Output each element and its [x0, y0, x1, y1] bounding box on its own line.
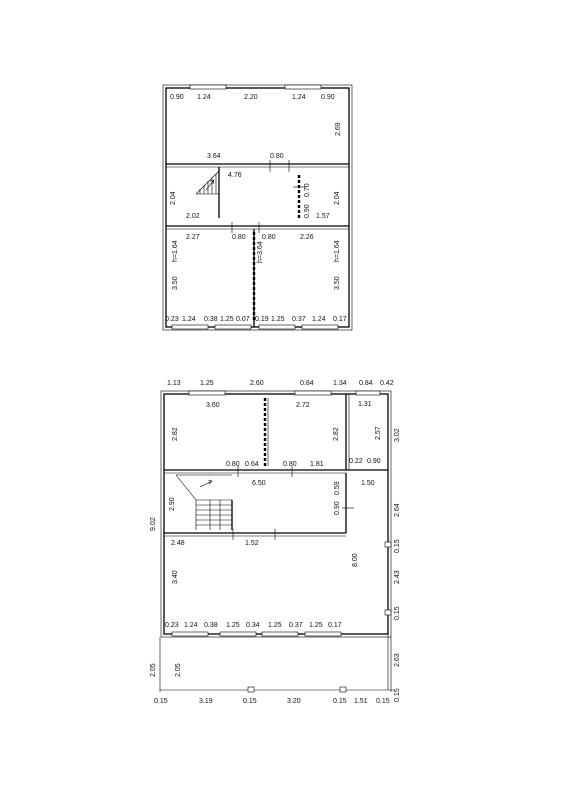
dim-label: 0.80 — [270, 153, 284, 160]
dim-label: 3.19 — [199, 698, 213, 705]
dim-label: h=1.64 — [334, 240, 341, 262]
dim-label: 0.23 — [165, 622, 179, 629]
dim-label: 2.04 — [334, 191, 341, 205]
bottom-dim-tick-3 — [385, 542, 391, 547]
dim-label: 2.82 — [333, 427, 340, 441]
dim-label: 1.25 — [220, 316, 234, 323]
dim-label: 0.37 — [289, 622, 303, 629]
bottom-window-1 — [189, 391, 225, 395]
dim-label: 0.15 — [154, 698, 168, 705]
dim-label: 2.05 — [175, 663, 182, 677]
bottom-window-3 — [356, 391, 380, 395]
bottom-window-5 — [220, 632, 256, 636]
dim-label: 4.76 — [228, 172, 242, 179]
dim-label: 0.90 — [334, 501, 341, 515]
bottom-dim-tick-2 — [340, 687, 346, 692]
dim-label: 0.15 — [394, 606, 401, 620]
dim-label: 2.60 — [250, 380, 264, 387]
dim-label: 2.72 — [296, 402, 310, 409]
dim-label: 2.26 — [300, 234, 314, 241]
bottom-outer-wall — [164, 394, 388, 634]
dim-label: 0.84 — [300, 380, 314, 387]
top-window-5 — [259, 325, 295, 329]
bottom-stair — [176, 475, 232, 530]
dim-label: 8.00 — [352, 553, 359, 567]
bottom-window-4 — [172, 632, 208, 636]
dim-label: 0.23 — [165, 316, 179, 323]
dim-label: 3.40 — [172, 570, 179, 584]
dim-label: 1.25 — [271, 316, 285, 323]
dim-label: 1.57 — [316, 213, 330, 220]
top-window-2 — [285, 85, 321, 89]
dim-label: 0.07 — [236, 316, 250, 323]
dim-label: 1.31 — [358, 401, 372, 408]
dim-label: 0.70 — [304, 183, 311, 197]
dim-label: 1.24 — [292, 94, 306, 101]
dim-label: 0.90 — [367, 458, 381, 465]
dim-label: 0.84 — [359, 380, 373, 387]
dim-label: 2.04 — [170, 191, 177, 205]
bottom-window-2 — [295, 391, 331, 395]
dim-label: 2.27 — [186, 234, 200, 241]
dim-label: h=1.64 — [172, 240, 179, 262]
dim-label: 2.69 — [335, 122, 342, 136]
dim-label: 3.02 — [394, 428, 401, 442]
dim-label: 1.25 — [309, 622, 323, 629]
dim-label: 0.80 — [232, 234, 246, 241]
dim-label: 0.15 — [376, 698, 390, 705]
dim-label: 1.24 — [312, 316, 326, 323]
dim-label: 2.90 — [169, 497, 176, 511]
dim-label: 0.80 — [226, 461, 240, 468]
dim-label: 0.15 — [394, 539, 401, 553]
dim-label: 2.48 — [171, 540, 185, 547]
dim-label: 0.17 — [328, 622, 342, 629]
dim-label: 6.50 — [252, 480, 266, 487]
dim-label: 3.60 — [206, 402, 220, 409]
top-dimension-labels — [165, 94, 347, 323]
dim-label: 0.38 — [204, 622, 218, 629]
dim-label: 1.34 — [333, 380, 347, 387]
dim-label: 0.38 — [204, 316, 218, 323]
dim-label: 1.13 — [167, 380, 181, 387]
bottom-window-7 — [305, 632, 341, 636]
dim-label: 2.05 — [150, 663, 157, 677]
top-window-4 — [215, 325, 251, 329]
top-outer-wall-outline — [163, 85, 352, 330]
bottom-floor-plan — [160, 391, 394, 692]
bottom-window-6 — [262, 632, 298, 636]
dim-label: 1.24 — [197, 94, 211, 101]
dim-label: 0.34 — [246, 622, 260, 629]
dim-label: 2.02 — [186, 213, 200, 220]
top-stair — [196, 171, 219, 194]
dim-label: 3.64 — [207, 153, 221, 160]
dim-label: 0.90 — [170, 94, 184, 101]
dim-label: 1.25 — [200, 380, 214, 387]
top-window-6 — [302, 325, 338, 329]
dim-label: 3.50 — [334, 276, 341, 290]
dim-label: 2.43 — [394, 570, 401, 584]
dim-label: 0.37 — [292, 316, 306, 323]
dim-label: h=3.64 — [257, 241, 264, 263]
dim-label: 0.17 — [333, 316, 347, 323]
dim-label: 1.52 — [245, 540, 259, 547]
dim-label: 0.80 — [283, 461, 297, 468]
top-window-1 — [190, 85, 226, 89]
top-floor-plan — [163, 85, 352, 330]
dim-label: 1.24 — [184, 622, 198, 629]
dim-label: 1.25 — [268, 622, 282, 629]
dim-label: 0.15 — [394, 688, 401, 702]
top-outer-wall — [166, 88, 349, 327]
dim-label: 0.42 — [380, 380, 394, 387]
dim-label: 0.15 — [243, 698, 257, 705]
bottom-outer-wall-outline — [161, 391, 391, 637]
dim-label: 1.24 — [182, 316, 196, 323]
dim-label: 0.80 — [262, 234, 276, 241]
bottom-dim-tick-4 — [385, 610, 391, 615]
top-window-3 — [172, 325, 208, 329]
dim-label: 0.22 — [349, 458, 363, 465]
bottom-dim-tick-1 — [248, 687, 254, 692]
dim-label: 1.25 — [226, 622, 240, 629]
dim-label: 0.15 — [333, 698, 347, 705]
bottom-dimension-labels — [150, 380, 401, 705]
dim-label: 2.63 — [394, 653, 401, 667]
dim-label: 2.57 — [375, 426, 382, 440]
dim-label: 3.20 — [287, 698, 301, 705]
dim-label: 3.50 — [172, 276, 179, 290]
dim-label: 0.59 — [334, 481, 341, 495]
dim-label: 1.51 — [354, 698, 368, 705]
dim-label: 0.19 — [255, 316, 269, 323]
dim-label: 0.90 — [304, 204, 311, 218]
dim-label: 2.82 — [172, 427, 179, 441]
dim-label: 1.81 — [310, 461, 324, 468]
dim-label: 1.50 — [361, 480, 375, 487]
dim-label: 2.64 — [394, 503, 401, 517]
dim-label: 2.20 — [244, 94, 258, 101]
dim-label: 9.02 — [150, 517, 157, 531]
dim-label: 0.90 — [321, 94, 335, 101]
dim-label: 0.64 — [245, 461, 259, 468]
